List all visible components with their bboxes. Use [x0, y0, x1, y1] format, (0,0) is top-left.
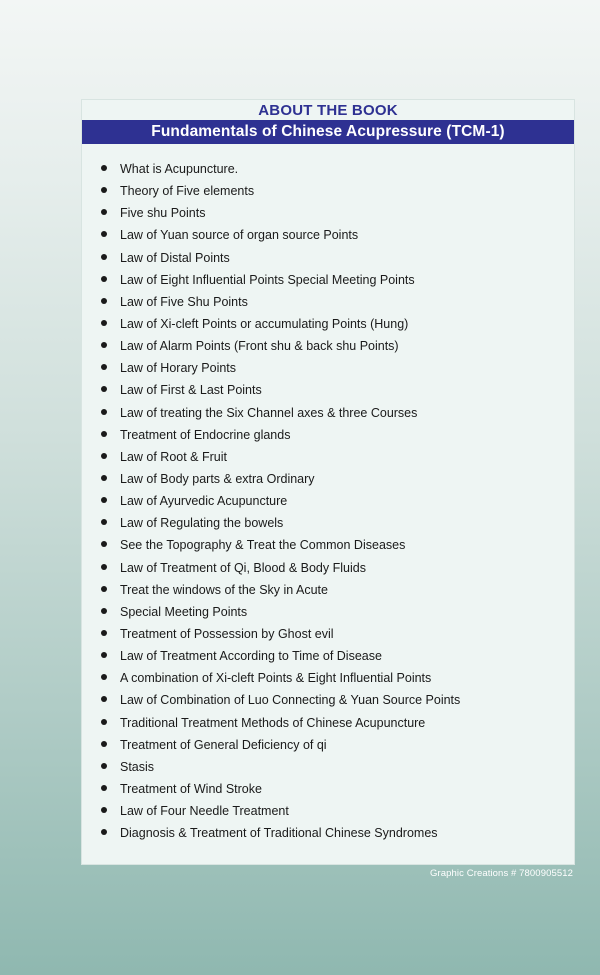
list-item: [82, 202, 574, 224]
bullet-icon: [101, 342, 107, 348]
list-item-label: Law of Four Needle Treatment: [120, 804, 289, 819]
list-item: [82, 224, 574, 246]
list-item: [82, 269, 574, 291]
graphic-credit: Graphic Creations # 7800905512: [430, 868, 573, 879]
bullet-icon: [101, 497, 107, 503]
list-item: [82, 490, 574, 512]
bullet-icon: [101, 652, 107, 658]
list-item-label: Law of Treatment of Qi, Blood & Body Fluids: [120, 560, 366, 575]
list-item: [82, 446, 574, 468]
list-item: [82, 623, 574, 645]
list-item-label: Treatment of Endocrine glands: [120, 427, 291, 442]
section-heading: ABOUT THE BOOK: [258, 102, 398, 119]
list-item-label: Law of Five Shu Points: [120, 294, 248, 309]
list-item: [82, 778, 574, 800]
bullet-icon: [101, 320, 107, 326]
list-item-label: Five shu Points: [120, 206, 206, 221]
list-item-label: Treatment of Wind Stroke: [120, 781, 262, 796]
list-item-label: Law of Distal Points: [120, 250, 230, 265]
list-item: [82, 712, 574, 734]
list-item: [82, 335, 574, 357]
list-item-label: Law of Horary Points: [120, 361, 237, 376]
list-item: [82, 247, 574, 269]
list-item: [82, 756, 574, 778]
bullet-icon: [101, 165, 107, 171]
list-item: [82, 313, 574, 335]
bullet-icon: [101, 541, 107, 547]
bullet-icon: [101, 674, 107, 680]
list-item: [82, 468, 574, 490]
list-item-label: Law of treating the Six Channel axes & three Courses: [120, 405, 418, 420]
list-item-label: Theory of Five elements: [120, 184, 255, 199]
bullet-icon: [101, 209, 107, 215]
bullet-icon: [101, 719, 107, 725]
bullet-icon: [101, 741, 107, 747]
bullet-icon: [101, 696, 107, 702]
list-item-label: A combination of Xi-cleft Points & Eight Influential Points: [120, 671, 432, 686]
list-item: [82, 158, 574, 180]
list-item: [82, 512, 574, 534]
list-item-label: Law of Yuan source of organ source Points: [120, 228, 359, 243]
list-item-label: Treat the windows of the Sky in Acute: [120, 582, 328, 597]
list-item-label: Diagnosis & Treatment of Traditional Chinese Syndromes: [120, 826, 438, 841]
bullet-icon: [101, 519, 107, 525]
list-item: [82, 667, 574, 689]
bullet-icon: [101, 785, 107, 791]
bullet-icon: [101, 453, 107, 459]
list-item-label: See the Topography & Treat the Common Diseases: [120, 538, 406, 553]
bullet-icon: [101, 386, 107, 392]
list-item: [82, 534, 574, 556]
bullet-icon: [101, 608, 107, 614]
list-item-label: Special Meeting Points: [120, 604, 248, 619]
bullet-icon: [101, 564, 107, 570]
list-item: [82, 557, 574, 579]
list-item-label: Law of Body parts & extra Ordinary: [120, 471, 315, 486]
list-item: [82, 291, 574, 313]
bullet-icon: [101, 475, 107, 481]
list-item-label: Law of Root & Fruit: [120, 449, 227, 464]
bullet-icon: [101, 364, 107, 370]
list-item: [82, 822, 574, 844]
list-item: [82, 689, 574, 711]
list-item-label: Law of Treatment According to Time of Disease: [120, 649, 382, 664]
topic-list: [82, 158, 574, 844]
list-item: [82, 601, 574, 623]
list-item: [82, 645, 574, 667]
list-item-label: Law of Combination of Luo Connecting & Yuan Source Points: [120, 693, 461, 708]
bullet-icon: [101, 630, 107, 636]
list-item: [82, 424, 574, 446]
list-item-label: What is Acupuncture.: [120, 162, 239, 176]
list-item: [82, 734, 574, 756]
list-item-label: Law of Ayurvedic Acupuncture: [120, 494, 288, 509]
list-item: [82, 357, 574, 379]
list-item-label: Stasis: [120, 759, 155, 774]
list-item-label: Treatment of Possession by Ghost evil: [120, 626, 334, 641]
list-item: [82, 402, 574, 424]
list-item-label: Law of Eight Influential Points Special Meeting Points: [120, 272, 415, 287]
list-item: [82, 579, 574, 601]
list-item-label: Treatment of General Deficiency of qi: [120, 737, 327, 752]
list-item: [82, 379, 574, 401]
list-item-label: Law of Alarm Points (Front shu & back shu Points): [120, 339, 399, 354]
book-title-bar: Fundamentals of Chinese Acupressure (TCM-1): [82, 120, 574, 144]
bullet-icon: [101, 586, 107, 592]
bullet-icon: [101, 187, 107, 193]
list-item: [82, 180, 574, 202]
list-item-label: Law of Xi-cleft Points or accumulating Points (Hung): [120, 316, 409, 331]
bullet-icon: [101, 254, 107, 260]
list-item-label: Traditional Treatment Methods of Chinese Acupuncture: [120, 715, 426, 730]
about-book-panel: [81, 99, 575, 865]
bullet-icon: [101, 763, 107, 769]
list-item-label: Law of Regulating the bowels: [120, 516, 284, 531]
bullet-icon: [101, 829, 107, 835]
bullet-icon: [101, 807, 107, 813]
list-item-label: Law of First & Last Points: [120, 383, 262, 398]
bullet-icon: [101, 231, 107, 237]
bullet-icon: [101, 409, 107, 415]
bullet-icon: [101, 298, 107, 304]
bullet-icon: [101, 276, 107, 282]
bullet-icon: [101, 431, 107, 437]
list-item: [82, 800, 574, 822]
